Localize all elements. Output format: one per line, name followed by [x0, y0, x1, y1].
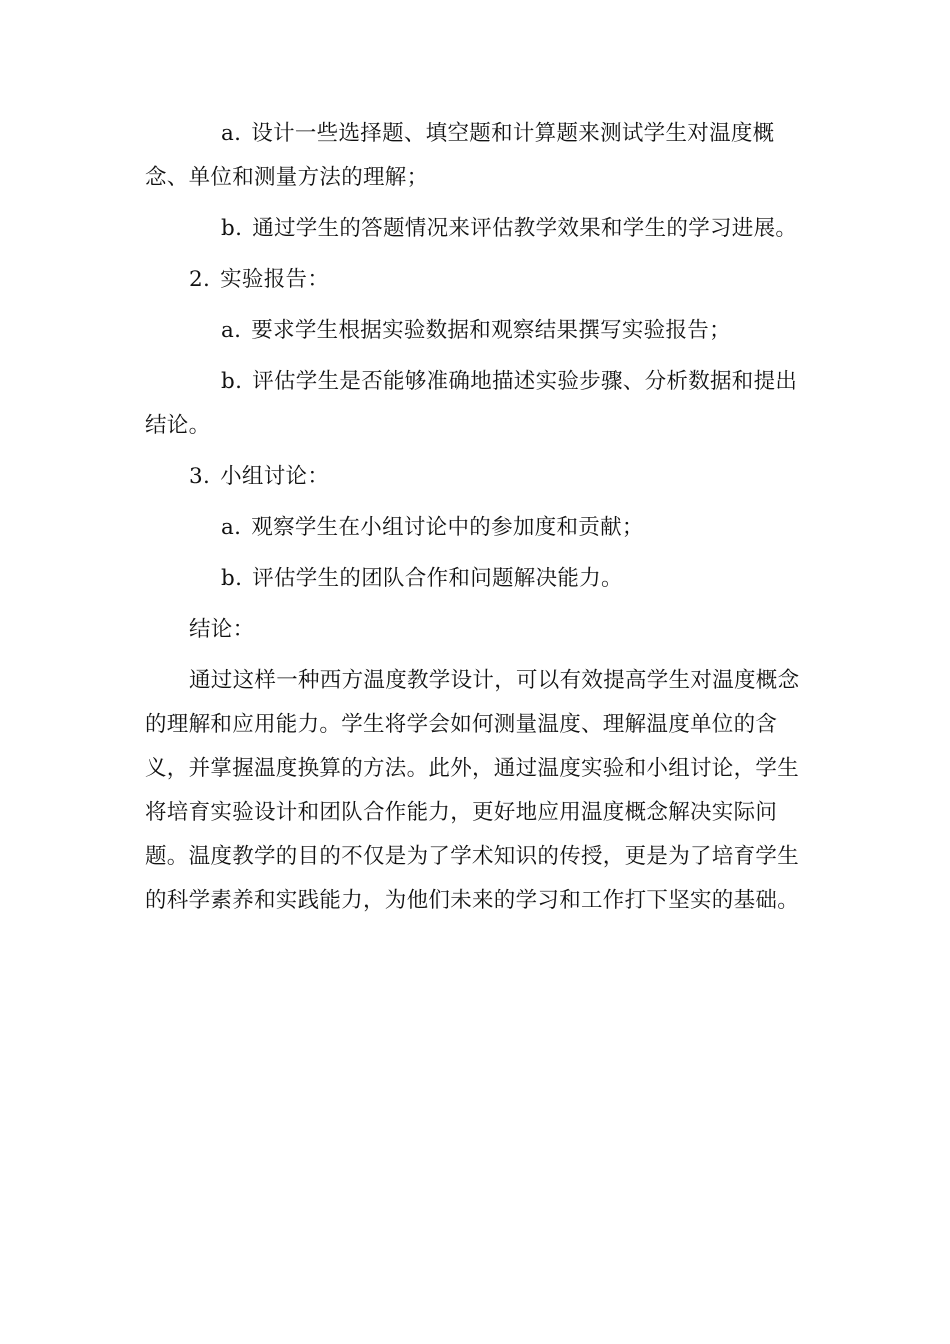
list-item-text: 设计一些选择题、填空题和计算题来测试学生对温度概念、单位和测量方法的理解；: [145, 121, 775, 190]
list-item: [145, 360, 805, 448]
list-item: [145, 557, 805, 601]
list-item: [145, 112, 805, 200]
list-item-text: 评估学生的团队合作和问题解决能力。: [252, 566, 623, 591]
list-item: [145, 309, 805, 353]
list-item-text: 观察学生在小组讨论中的参加度和贡献；: [251, 515, 644, 540]
list-label: b.: [221, 216, 243, 241]
document-body: [145, 112, 805, 930]
section-item: [145, 455, 805, 499]
section-title: 小组讨论：: [220, 464, 330, 489]
list-item: [145, 207, 805, 251]
list-item-text: 要求学生根据实验数据和观察结果撰写实验报告；: [251, 318, 731, 343]
list-item-text: 通过学生的答题情况来评估教学效果和学生的学习进展。: [252, 216, 798, 241]
list-item: [145, 506, 805, 550]
list-label: 2.: [189, 267, 211, 292]
list-label: 3.: [189, 464, 211, 489]
list-item-text: 评估学生是否能够准确地描述实验步骤、分析数据和提出结论。: [145, 369, 798, 438]
list-label: a.: [221, 318, 242, 343]
section-item: [145, 258, 805, 302]
conclusion-heading: 结论：: [189, 617, 255, 642]
conclusion-paragraph: 通过这样一种西方温度教学设计，可以有效提高学生对温度概念的理解和应用能力。学生将学会如何测量温度、理解温度单位的含义，并掌握温度换算的方法。此外，通过温度实验和小组讨论，学生将培育实验设计和团队合作能力，更好地应用温度概念解决实际问题。温度教学的目的不仅是为了学术知识的传授，更是为了培育学生的科学素养和实践能力，为他们未来的学习和工作打下坚实的基础。: [145, 668, 800, 913]
list-label: a.: [221, 121, 242, 146]
list-label: a.: [221, 515, 242, 540]
list-label: b.: [221, 369, 243, 394]
list-label: b.: [221, 566, 243, 591]
section-title: 实验报告：: [220, 267, 330, 292]
